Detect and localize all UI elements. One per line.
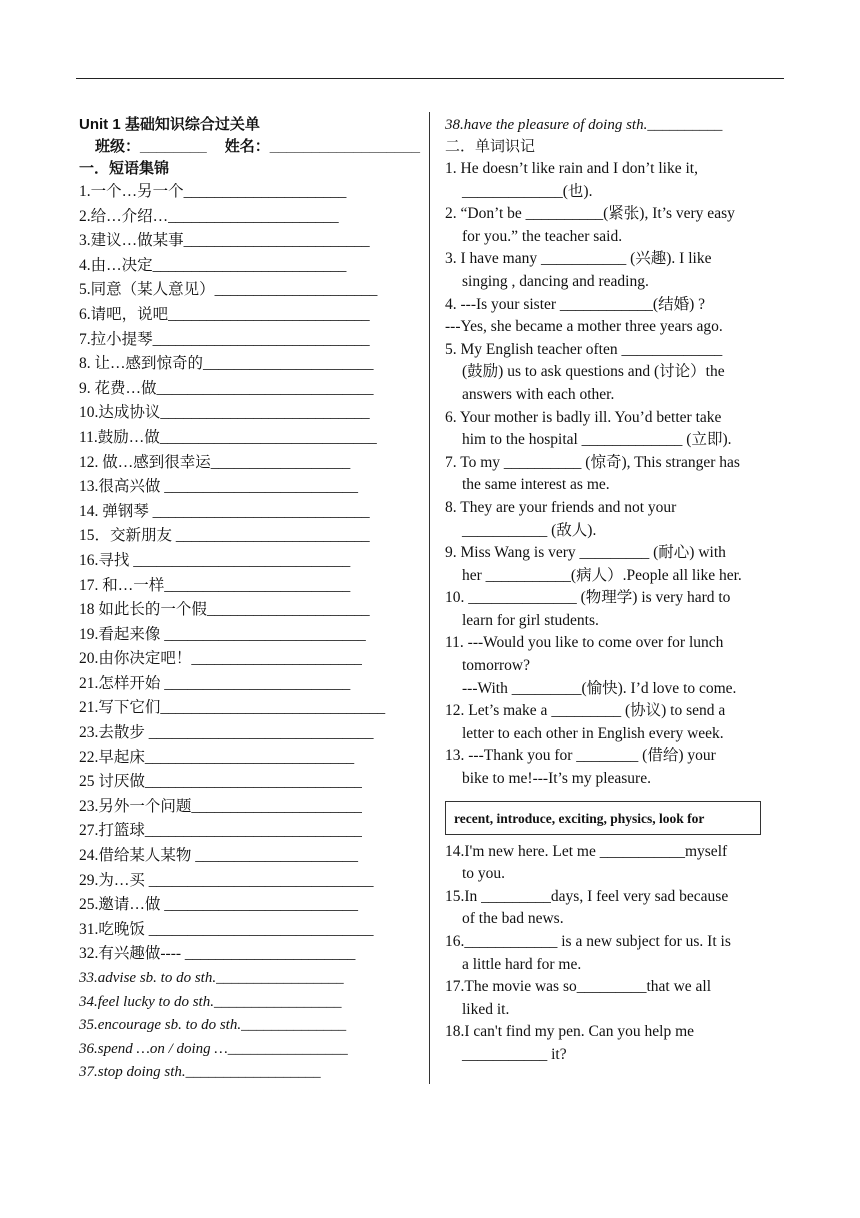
phrase-item: 21.怎样开始 ________________________ xyxy=(79,674,351,692)
question-text: 14.I'm new here. Let me ___________myself xyxy=(445,842,728,860)
question-item xyxy=(445,203,785,248)
section-phrases-heading: 一．短语集锦 xyxy=(79,160,170,177)
phrase-item: 15．交新朋友 _________________________ xyxy=(79,527,370,545)
question-item xyxy=(445,542,785,587)
phrase-item: 23.另外一个问题______________________ xyxy=(79,797,362,815)
question-item xyxy=(445,1021,785,1066)
column-divider xyxy=(429,112,430,1084)
class-name-line xyxy=(79,136,420,158)
question-text: 16.____________ is a new subject for us. It is xyxy=(445,933,731,950)
phrase-item-38: 38.have the pleasure of doing sth.__________ xyxy=(445,117,723,133)
phrase-item: 13.很高兴做 _________________________ xyxy=(79,478,359,496)
name-field: 姓名：__________________ xyxy=(224,138,420,155)
question-item xyxy=(445,407,785,452)
question-text: 10. ______________ (物理学) is very hard to xyxy=(445,589,731,607)
phrase-item: 32.有兴趣做---- ______________________ xyxy=(79,945,356,963)
phrase-item: 5.同意（某人意见）_____________________ xyxy=(79,281,378,299)
question-continuation: her ___________(病人）.People all like her. xyxy=(462,566,742,584)
question-text: 9. Miss Wang is very _________ (耐心) with xyxy=(445,544,726,562)
phrase-item: 19.看起来像 __________________________ xyxy=(79,625,366,643)
question-continuation: ---With _________(愉快). I’d love to come. xyxy=(462,679,737,697)
phrase-item: 23.去散步 _____________________________ xyxy=(79,724,374,742)
question-continuation: tomorrow? xyxy=(462,657,531,675)
question-continuation: learn for girl students. xyxy=(462,611,599,629)
phrase-item: 29.为…买 _____________________________ xyxy=(79,871,374,889)
question-item xyxy=(445,700,785,745)
phrase-item: 12. 做…感到很幸运__________________ xyxy=(79,453,351,471)
question-item xyxy=(445,452,785,497)
question-text: ---Yes, she became a mother three years ago. xyxy=(445,318,723,336)
phrase-item: 4.由…决定_________________________ xyxy=(79,256,347,274)
phrase-item: 2.给…介绍…______________________ xyxy=(79,207,339,225)
phrase-item: 16.寻找 ____________________________ xyxy=(79,551,351,569)
question-continuation: (鼓励) us to ask questions and (讨论）the xyxy=(462,363,725,381)
question-continuation: bike to me!---It’s my pleasure. xyxy=(462,770,651,788)
worksheet-title: Unit 1 基础知识综合过关单 xyxy=(79,116,260,133)
phrase-item: 11.鼓励…做____________________________ xyxy=(79,428,377,446)
question-item xyxy=(445,632,785,700)
question-item xyxy=(445,497,785,542)
question-text: 11. ---Would you like to come over for lunch xyxy=(445,634,724,652)
left-column xyxy=(79,114,420,1085)
question-text: 7. To my __________ (惊奇), This stranger has xyxy=(445,453,740,471)
header-rule xyxy=(76,78,784,79)
question-text: 3. I have many ___________ (兴趣). I like xyxy=(445,250,712,268)
phrase-item: 37.stop doing sth.__________________ xyxy=(79,1064,321,1081)
class-field: 班级：________ xyxy=(95,138,207,155)
phrase-item: 7.拉小提琴____________________________ xyxy=(79,330,370,348)
question-item xyxy=(445,316,785,339)
word-question-list xyxy=(445,158,785,791)
question-continuation: ___________ (敌人). xyxy=(462,521,597,539)
phrase-item: 14. 弹钢琴 ____________________________ xyxy=(79,502,370,520)
phrase-item: 18 如此长的一个假_____________________ xyxy=(79,601,370,619)
question-continuation: ___________ it? xyxy=(462,1045,567,1063)
question-text: 12. Let’s make a _________ (协议) to send a xyxy=(445,702,726,720)
question-text: 2. “Don’t be __________(紧张), It’s very easy xyxy=(445,205,735,223)
question-item xyxy=(445,745,785,790)
word-bank-question-list xyxy=(445,841,785,1067)
phrase-item: 1.一个…另一个_____________________ xyxy=(79,183,347,200)
question-continuation: answers with each other. xyxy=(462,385,615,403)
question-continuation: letter to each other in English every week. xyxy=(462,724,724,742)
phrase-item: 17. 和…一样________________________ xyxy=(79,576,351,594)
phrase-list xyxy=(79,180,417,967)
question-item xyxy=(445,248,785,293)
phrase-item: 25.邀请…做 _________________________ xyxy=(79,896,359,914)
phrase-item: 21.写下它们_____________________________ xyxy=(79,699,386,717)
question-text: 13. ---Thank you for ________ (借给) your xyxy=(445,747,716,765)
question-continuation: for you.” the teacher said. xyxy=(462,227,623,245)
question-item xyxy=(445,931,785,976)
question-text: 15.In _________days, I feel very sad because xyxy=(445,887,729,905)
question-text: 17.The movie was so_________that we all xyxy=(445,978,712,996)
question-continuation: _____________(也). xyxy=(462,182,593,200)
question-text: 18.I can't find my pen. Can you help me xyxy=(445,1023,695,1041)
question-item xyxy=(445,976,785,1021)
phrase-item: 31.吃晚饭 _____________________________ xyxy=(79,920,374,938)
phrase-item: 20.由你决定吧！______________________ xyxy=(79,650,362,668)
phrase-item: 27.打篮球____________________________ xyxy=(79,822,362,840)
phrase-item: 25 讨厌做____________________________ xyxy=(79,773,362,791)
question-text: 4. ---Is your sister ____________(结婚) ? xyxy=(445,295,706,313)
question-continuation: singing , dancing and reading. xyxy=(462,272,649,290)
question-continuation: of the bad news. xyxy=(462,910,564,928)
phrase-item: 22.早起床___________________________ xyxy=(79,748,355,766)
phrase-item: 10.达成协议___________________________ xyxy=(79,404,370,422)
question-text: 8. They are your friends and not your xyxy=(445,498,677,516)
phrase-item: 8. 让…感到惊奇的______________________ xyxy=(79,355,374,373)
word-bank-box: recent, introduce, exciting, physics, look for xyxy=(445,801,761,835)
question-continuation: him to the hospital _____________ (立即). xyxy=(462,431,732,449)
section-words-heading: 二．单词识记 xyxy=(445,138,536,155)
question-text: 5. My English teacher often _____________ xyxy=(445,340,723,358)
question-item xyxy=(445,841,785,886)
phrase-item: 3.建议…做某事________________________ xyxy=(79,232,370,250)
question-item xyxy=(445,339,785,407)
question-text: 6. Your mother is badly ill. You’d better take xyxy=(445,408,722,426)
right-column xyxy=(445,114,785,1067)
phrase-item: 6.请吧，说吧__________________________ xyxy=(79,305,370,323)
phrase-item: 35.encourage sb. to do sth.______________ xyxy=(79,1017,347,1034)
phrase-italic-list xyxy=(79,967,417,1085)
question-text: 1. He doesn’t like rain and I don’t like it, xyxy=(445,160,698,177)
phrase-item: 34.feel lucky to do sth._________________ xyxy=(79,993,342,1010)
question-item xyxy=(445,158,785,203)
question-item xyxy=(445,294,785,317)
question-continuation: liked it. xyxy=(462,1000,510,1018)
question-continuation: a little hard for me. xyxy=(462,955,582,973)
question-continuation: the same interest as me. xyxy=(462,476,610,494)
question-item xyxy=(445,587,785,632)
phrase-item: 9. 花费…做____________________________ xyxy=(79,379,374,397)
question-continuation: to you. xyxy=(462,865,506,883)
question-item xyxy=(445,886,785,931)
phrase-item: 24.借给某人某物 _____________________ xyxy=(79,847,359,865)
phrase-item: 33.advise sb. to do sth._________________ xyxy=(79,970,344,986)
phrase-item: 36.spend …on / doing …________________ xyxy=(79,1040,348,1057)
